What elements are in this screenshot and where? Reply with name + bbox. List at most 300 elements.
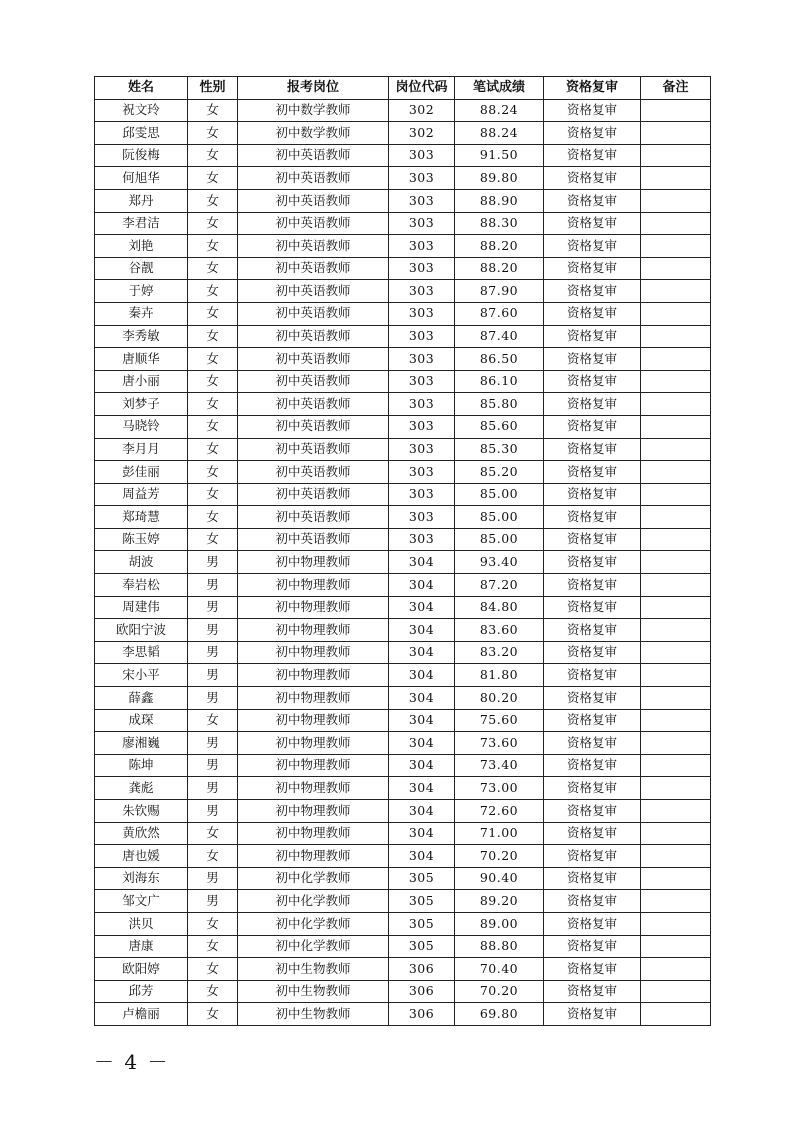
cell-remarks xyxy=(641,777,711,800)
cell-position-code: 304 xyxy=(389,800,455,823)
cell-position-code: 305 xyxy=(389,935,455,958)
cell-name: 邱雯思 xyxy=(95,122,188,145)
cell-remarks xyxy=(641,551,711,574)
cell-position-code: 303 xyxy=(389,438,455,461)
cell-position: 初中英语教师 xyxy=(238,393,389,416)
cell-remarks xyxy=(641,867,711,890)
cell-name: 刘梦子 xyxy=(95,393,188,416)
cell-position-code: 303 xyxy=(389,506,455,529)
cell-position: 初中英语教师 xyxy=(238,144,389,167)
cell-position: 初中英语教师 xyxy=(238,302,389,325)
cell-remarks xyxy=(641,280,711,303)
cell-qualification-review: 资格复审 xyxy=(544,483,641,506)
cell-position-code: 303 xyxy=(389,189,455,212)
cell-position-code: 304 xyxy=(389,687,455,710)
cell-gender: 女 xyxy=(188,167,238,190)
table-row xyxy=(95,551,711,574)
cell-name: 宋小平 xyxy=(95,664,188,687)
cell-position-code: 304 xyxy=(389,619,455,642)
cell-position-code: 306 xyxy=(389,980,455,1003)
cell-gender: 女 xyxy=(188,370,238,393)
cell-name: 邱芳 xyxy=(95,980,188,1003)
cell-position: 初中物理教师 xyxy=(238,732,389,755)
cell-qualification-review: 资格复审 xyxy=(544,754,641,777)
cell-remarks xyxy=(641,822,711,845)
cell-position-code: 304 xyxy=(389,732,455,755)
cell-written-score: 90.40 xyxy=(455,867,544,890)
table-row xyxy=(95,845,711,868)
cell-position-code: 304 xyxy=(389,596,455,619)
cell-gender: 女 xyxy=(188,528,238,551)
cell-written-score: 75.60 xyxy=(455,709,544,732)
cell-gender: 女 xyxy=(188,415,238,438)
table-row xyxy=(95,144,711,167)
cell-position-code: 303 xyxy=(389,393,455,416)
table-row xyxy=(95,325,711,348)
table-row xyxy=(95,935,711,958)
cell-position: 初中英语教师 xyxy=(238,212,389,235)
cell-gender: 女 xyxy=(188,935,238,958)
cell-written-score: 83.60 xyxy=(455,619,544,642)
cell-position-code: 304 xyxy=(389,641,455,664)
cell-written-score: 85.30 xyxy=(455,438,544,461)
cell-name: 郑琦慧 xyxy=(95,506,188,529)
cell-written-score: 85.00 xyxy=(455,506,544,529)
cell-gender: 女 xyxy=(188,483,238,506)
cell-written-score: 89.00 xyxy=(455,912,544,935)
cell-name: 唐康 xyxy=(95,935,188,958)
cell-remarks xyxy=(641,935,711,958)
cell-position: 初中物理教师 xyxy=(238,822,389,845)
cell-remarks xyxy=(641,257,711,280)
cell-qualification-review: 资格复审 xyxy=(544,189,641,212)
page-number: － 4 － xyxy=(94,1050,170,1074)
header-gender: 性别 xyxy=(188,77,238,100)
cell-position: 初中英语教师 xyxy=(238,438,389,461)
table-row xyxy=(95,99,711,122)
table-row xyxy=(95,348,711,371)
cell-written-score: 89.80 xyxy=(455,167,544,190)
cell-gender: 女 xyxy=(188,348,238,371)
cell-written-score: 87.40 xyxy=(455,325,544,348)
cell-gender: 女 xyxy=(188,144,238,167)
cell-remarks xyxy=(641,528,711,551)
cell-name: 阮俊梅 xyxy=(95,144,188,167)
cell-qualification-review: 资格复审 xyxy=(544,348,641,371)
cell-qualification-review: 资格复审 xyxy=(544,619,641,642)
cell-position-code: 303 xyxy=(389,348,455,371)
table-row xyxy=(95,370,711,393)
table-row xyxy=(95,709,711,732)
cell-gender: 女 xyxy=(188,302,238,325)
cell-position: 初中英语教师 xyxy=(238,415,389,438)
cell-remarks xyxy=(641,144,711,167)
cell-qualification-review: 资格复审 xyxy=(544,800,641,823)
cell-position: 初中生物教师 xyxy=(238,958,389,981)
cell-written-score: 73.00 xyxy=(455,777,544,800)
cell-qualification-review: 资格复审 xyxy=(544,845,641,868)
cell-name: 李月月 xyxy=(95,438,188,461)
cell-position: 初中英语教师 xyxy=(238,483,389,506)
cell-name: 周建伟 xyxy=(95,596,188,619)
cell-remarks xyxy=(641,99,711,122)
cell-gender: 女 xyxy=(188,122,238,145)
cell-position: 初中物理教师 xyxy=(238,845,389,868)
cell-written-score: 87.90 xyxy=(455,280,544,303)
cell-name: 谷靓 xyxy=(95,257,188,280)
cell-qualification-review: 资格复审 xyxy=(544,393,641,416)
cell-qualification-review: 资格复审 xyxy=(544,1003,641,1026)
cell-gender: 男 xyxy=(188,754,238,777)
cell-position-code: 303 xyxy=(389,280,455,303)
cell-remarks xyxy=(641,574,711,597)
table-row xyxy=(95,980,711,1003)
cell-remarks xyxy=(641,167,711,190)
cell-written-score: 73.40 xyxy=(455,754,544,777)
header-remarks: 备注 xyxy=(641,77,711,100)
cell-gender: 女 xyxy=(188,393,238,416)
table-row xyxy=(95,438,711,461)
cell-gender: 女 xyxy=(188,845,238,868)
cell-remarks xyxy=(641,122,711,145)
table-row xyxy=(95,393,711,416)
table-row xyxy=(95,664,711,687)
cell-gender: 男 xyxy=(188,732,238,755)
cell-position-code: 304 xyxy=(389,754,455,777)
table-row xyxy=(95,212,711,235)
cell-name: 周益芳 xyxy=(95,483,188,506)
table-row xyxy=(95,958,711,981)
cell-gender: 女 xyxy=(188,212,238,235)
cell-written-score: 72.60 xyxy=(455,800,544,823)
cell-written-score: 87.60 xyxy=(455,302,544,325)
cell-name: 朱钦赐 xyxy=(95,800,188,823)
cell-qualification-review: 资格复审 xyxy=(544,664,641,687)
cell-remarks xyxy=(641,393,711,416)
cell-remarks xyxy=(641,189,711,212)
cell-qualification-review: 资格复审 xyxy=(544,415,641,438)
table-row xyxy=(95,1003,711,1026)
cell-gender: 男 xyxy=(188,777,238,800)
cell-remarks xyxy=(641,415,711,438)
cell-position: 初中物理教师 xyxy=(238,709,389,732)
table-row xyxy=(95,302,711,325)
cell-name: 奉岩松 xyxy=(95,574,188,597)
cell-name: 廖湘巍 xyxy=(95,732,188,755)
cell-position: 初中物理教师 xyxy=(238,687,389,710)
cell-name: 刘海东 xyxy=(95,867,188,890)
cell-qualification-review: 资格复审 xyxy=(544,528,641,551)
cell-written-score: 89.20 xyxy=(455,890,544,913)
table-row xyxy=(95,619,711,642)
cell-remarks xyxy=(641,980,711,1003)
cell-gender: 男 xyxy=(188,619,238,642)
table-row xyxy=(95,257,711,280)
cell-remarks xyxy=(641,800,711,823)
cell-position-code: 303 xyxy=(389,235,455,258)
cell-position: 初中英语教师 xyxy=(238,167,389,190)
cell-gender: 男 xyxy=(188,867,238,890)
cell-position-code: 303 xyxy=(389,144,455,167)
table-row xyxy=(95,167,711,190)
cell-position-code: 302 xyxy=(389,99,455,122)
cell-remarks xyxy=(641,212,711,235)
cell-written-score: 85.00 xyxy=(455,528,544,551)
cell-remarks xyxy=(641,664,711,687)
cell-remarks xyxy=(641,438,711,461)
cell-written-score: 91.50 xyxy=(455,144,544,167)
cell-name: 唐顺华 xyxy=(95,348,188,371)
cell-qualification-review: 资格复审 xyxy=(544,122,641,145)
cell-qualification-review: 资格复审 xyxy=(544,890,641,913)
cell-qualification-review: 资格复审 xyxy=(544,732,641,755)
cell-position-code: 304 xyxy=(389,551,455,574)
cell-written-score: 87.20 xyxy=(455,574,544,597)
cell-gender: 男 xyxy=(188,664,238,687)
cell-position: 初中物理教师 xyxy=(238,754,389,777)
cell-name: 李君洁 xyxy=(95,212,188,235)
cell-gender: 女 xyxy=(188,99,238,122)
cell-gender: 女 xyxy=(188,506,238,529)
cell-position: 初中化学教师 xyxy=(238,912,389,935)
table-row xyxy=(95,280,711,303)
cell-gender: 女 xyxy=(188,958,238,981)
table-body xyxy=(95,99,711,1025)
cell-remarks xyxy=(641,596,711,619)
cell-position: 初中物理教师 xyxy=(238,619,389,642)
cell-position: 初中英语教师 xyxy=(238,370,389,393)
header-qualification-review: 资格复审 xyxy=(544,77,641,100)
cell-written-score: 85.20 xyxy=(455,461,544,484)
cell-gender: 男 xyxy=(188,800,238,823)
cell-remarks xyxy=(641,958,711,981)
cell-position-code: 303 xyxy=(389,302,455,325)
cell-position-code: 304 xyxy=(389,777,455,800)
cell-position-code: 306 xyxy=(389,1003,455,1026)
cell-qualification-review: 资格复审 xyxy=(544,506,641,529)
cell-remarks xyxy=(641,325,711,348)
cell-name: 马晓铃 xyxy=(95,415,188,438)
cell-position: 初中物理教师 xyxy=(238,664,389,687)
cell-qualification-review: 资格复审 xyxy=(544,257,641,280)
cell-gender: 女 xyxy=(188,822,238,845)
cell-written-score: 71.00 xyxy=(455,822,544,845)
cell-written-score: 86.10 xyxy=(455,370,544,393)
cell-gender: 男 xyxy=(188,687,238,710)
cell-position-code: 305 xyxy=(389,912,455,935)
cell-remarks xyxy=(641,912,711,935)
cell-written-score: 84.80 xyxy=(455,596,544,619)
header-written-score: 笔试成绩 xyxy=(455,77,544,100)
cell-qualification-review: 资格复审 xyxy=(544,687,641,710)
cell-written-score: 85.60 xyxy=(455,415,544,438)
cell-gender: 男 xyxy=(188,890,238,913)
cell-written-score: 88.30 xyxy=(455,212,544,235)
cell-position-code: 303 xyxy=(389,212,455,235)
cell-position-code: 303 xyxy=(389,167,455,190)
cell-qualification-review: 资格复审 xyxy=(544,212,641,235)
cell-qualification-review: 资格复审 xyxy=(544,574,641,597)
cell-position-code: 305 xyxy=(389,890,455,913)
cell-qualification-review: 资格复审 xyxy=(544,99,641,122)
cell-name: 彭佳丽 xyxy=(95,461,188,484)
cell-qualification-review: 资格复审 xyxy=(544,144,641,167)
table-row xyxy=(95,912,711,935)
table-row xyxy=(95,822,711,845)
cell-position: 初中化学教师 xyxy=(238,867,389,890)
cell-position: 初中化学教师 xyxy=(238,890,389,913)
table-row xyxy=(95,641,711,664)
cell-qualification-review: 资格复审 xyxy=(544,935,641,958)
cell-name: 何旭华 xyxy=(95,167,188,190)
candidate-table xyxy=(94,76,711,1026)
cell-position-code: 303 xyxy=(389,528,455,551)
table-row xyxy=(95,235,711,258)
cell-written-score: 88.20 xyxy=(455,235,544,258)
cell-gender: 男 xyxy=(188,596,238,619)
cell-qualification-review: 资格复审 xyxy=(544,958,641,981)
cell-written-score: 88.24 xyxy=(455,122,544,145)
cell-name: 李秀敏 xyxy=(95,325,188,348)
cell-name: 洪贝 xyxy=(95,912,188,935)
table-row xyxy=(95,890,711,913)
table-row xyxy=(95,528,711,551)
table-row xyxy=(95,122,711,145)
cell-qualification-review: 资格复审 xyxy=(544,867,641,890)
cell-gender: 女 xyxy=(188,325,238,348)
cell-gender: 女 xyxy=(188,189,238,212)
cell-position-code: 302 xyxy=(389,122,455,145)
cell-position-code: 306 xyxy=(389,958,455,981)
cell-gender: 女 xyxy=(188,280,238,303)
cell-qualification-review: 资格复审 xyxy=(544,461,641,484)
cell-qualification-review: 资格复审 xyxy=(544,596,641,619)
cell-remarks xyxy=(641,370,711,393)
cell-name: 祝文玲 xyxy=(95,99,188,122)
table-row xyxy=(95,574,711,597)
cell-name: 卢檐丽 xyxy=(95,1003,188,1026)
cell-gender: 女 xyxy=(188,461,238,484)
cell-position: 初中英语教师 xyxy=(238,189,389,212)
cell-position: 初中生物教师 xyxy=(238,980,389,1003)
cell-written-score: 69.80 xyxy=(455,1003,544,1026)
table-row xyxy=(95,461,711,484)
cell-written-score: 85.80 xyxy=(455,393,544,416)
cell-position-code: 304 xyxy=(389,664,455,687)
cell-position-code: 303 xyxy=(389,325,455,348)
header-position: 报考岗位 xyxy=(238,77,389,100)
cell-qualification-review: 资格复审 xyxy=(544,709,641,732)
cell-gender: 女 xyxy=(188,709,238,732)
cell-gender: 女 xyxy=(188,980,238,1003)
cell-written-score: 70.20 xyxy=(455,845,544,868)
cell-position: 初中英语教师 xyxy=(238,325,389,348)
cell-qualification-review: 资格复审 xyxy=(544,235,641,258)
table-row xyxy=(95,800,711,823)
cell-name: 龚彪 xyxy=(95,777,188,800)
cell-written-score: 81.80 xyxy=(455,664,544,687)
cell-position: 初中英语教师 xyxy=(238,461,389,484)
cell-position: 初中物理教师 xyxy=(238,777,389,800)
cell-gender: 女 xyxy=(188,912,238,935)
table-header-row xyxy=(95,77,711,100)
cell-position-code: 303 xyxy=(389,257,455,280)
cell-written-score: 70.20 xyxy=(455,980,544,1003)
cell-position: 初中英语教师 xyxy=(238,235,389,258)
cell-written-score: 73.60 xyxy=(455,732,544,755)
cell-gender: 男 xyxy=(188,574,238,597)
cell-remarks xyxy=(641,890,711,913)
cell-position-code: 303 xyxy=(389,370,455,393)
cell-name: 郑丹 xyxy=(95,189,188,212)
header-position-code: 岗位代码 xyxy=(389,77,455,100)
cell-position-code: 303 xyxy=(389,461,455,484)
cell-remarks xyxy=(641,1003,711,1026)
cell-remarks xyxy=(641,687,711,710)
cell-name: 欧阳宁波 xyxy=(95,619,188,642)
cell-position-code: 303 xyxy=(389,415,455,438)
cell-name: 秦卉 xyxy=(95,302,188,325)
cell-position: 初中数学教师 xyxy=(238,122,389,145)
cell-position-code: 304 xyxy=(389,822,455,845)
cell-name: 胡波 xyxy=(95,551,188,574)
cell-position: 初中英语教师 xyxy=(238,528,389,551)
cell-remarks xyxy=(641,348,711,371)
cell-remarks xyxy=(641,506,711,529)
cell-gender: 女 xyxy=(188,257,238,280)
cell-position: 初中生物教师 xyxy=(238,1003,389,1026)
cell-remarks xyxy=(641,302,711,325)
cell-position-code: 303 xyxy=(389,483,455,506)
cell-written-score: 88.24 xyxy=(455,99,544,122)
cell-remarks xyxy=(641,709,711,732)
table-row xyxy=(95,867,711,890)
cell-position: 初中英语教师 xyxy=(238,257,389,280)
cell-written-score: 93.40 xyxy=(455,551,544,574)
cell-name: 于婷 xyxy=(95,280,188,303)
cell-qualification-review: 资格复审 xyxy=(544,822,641,845)
cell-written-score: 86.50 xyxy=(455,348,544,371)
cell-qualification-review: 资格复审 xyxy=(544,325,641,348)
cell-qualification-review: 资格复审 xyxy=(544,280,641,303)
table-row xyxy=(95,596,711,619)
cell-written-score: 88.80 xyxy=(455,935,544,958)
cell-written-score: 70.40 xyxy=(455,958,544,981)
cell-written-score: 88.20 xyxy=(455,257,544,280)
cell-qualification-review: 资格复审 xyxy=(544,912,641,935)
cell-position: 初中数学教师 xyxy=(238,99,389,122)
cell-qualification-review: 资格复审 xyxy=(544,551,641,574)
cell-gender: 女 xyxy=(188,1003,238,1026)
cell-written-score: 85.00 xyxy=(455,483,544,506)
cell-name: 欧阳婷 xyxy=(95,958,188,981)
cell-written-score: 80.20 xyxy=(455,687,544,710)
cell-qualification-review: 资格复审 xyxy=(544,980,641,1003)
cell-remarks xyxy=(641,845,711,868)
cell-position-code: 304 xyxy=(389,845,455,868)
cell-position: 初中化学教师 xyxy=(238,935,389,958)
cell-gender: 男 xyxy=(188,551,238,574)
table-row xyxy=(95,189,711,212)
cell-name: 邹文广 xyxy=(95,890,188,913)
cell-position: 初中物理教师 xyxy=(238,800,389,823)
cell-written-score: 83.20 xyxy=(455,641,544,664)
cell-name: 陈坤 xyxy=(95,754,188,777)
table-row xyxy=(95,754,711,777)
cell-position: 初中英语教师 xyxy=(238,506,389,529)
cell-gender: 女 xyxy=(188,438,238,461)
cell-remarks xyxy=(641,483,711,506)
